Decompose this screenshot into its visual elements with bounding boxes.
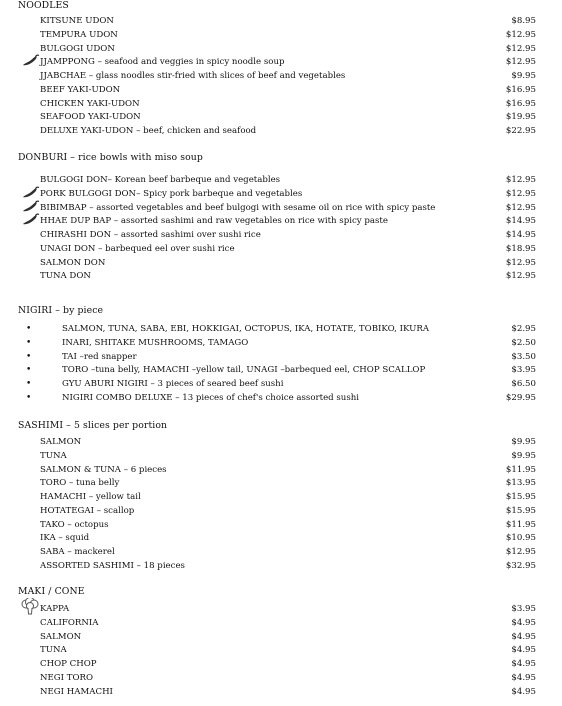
menu-item-row: [0, 532, 562, 545]
item-price: $12.95: [505, 271, 536, 282]
item-price: $19.95: [505, 112, 536, 123]
item-price: $12.95: [505, 547, 536, 557]
item-price: $12.95: [505, 175, 536, 185]
item-price: $11.95: [505, 519, 536, 530]
menu-item-row: [0, 125, 562, 138]
menu-item-row: [0, 617, 562, 630]
bullet-icon: •: [26, 392, 32, 403]
menu-item-row: [0, 270, 562, 283]
item-name: TEMPURA UDON: [40, 29, 118, 40]
item-price: $16.95: [505, 84, 536, 95]
item-name: BEEF YAKI-UDON: [40, 84, 121, 95]
menu-item-row: [0, 202, 562, 215]
section-title: NOODLES: [18, 0, 69, 11]
menu-item-row: [0, 15, 562, 28]
menu-item-row: [0, 491, 562, 504]
section-title: DONBURI – rice bowls with miso soup: [18, 152, 203, 163]
vegetarian-broccoli-icon: [21, 598, 39, 615]
menu-item-row: [0, 378, 562, 391]
item-price: $10.95: [505, 533, 536, 544]
section-title: MAKI / CONE: [18, 586, 85, 597]
chili-pepper-icon: [20, 54, 40, 68]
item-price: $12.95: [505, 257, 536, 268]
item-name: SALMON, TUNA, SABA, EBI, HOKKIGAI, OCTOPUS, IKA, HOTATE, TOBIKO, IKURA: [62, 324, 430, 334]
item-name: CHIRASHI DON – assorted sashimi over sushi rice: [40, 230, 261, 240]
menu-item-row: [0, 229, 562, 242]
menu-item-row: [0, 43, 562, 56]
item-name: HAMACHI – yellow tail: [40, 492, 141, 502]
item-price: $9.95: [511, 437, 536, 447]
menu-item-row: [0, 257, 562, 270]
item-name: INARI, SHITAKE MUSHROOMS, TAMAGO: [62, 337, 249, 348]
menu-item-row: [0, 546, 562, 559]
section-title: NIGIRI – by piece: [18, 305, 104, 316]
item-name: TORO –tuna belly, HAMACHI –yellow tail, UNAGI –barbequed eel, CHOP SCALLOP: [62, 365, 426, 376]
menu-item-row: [0, 560, 562, 573]
item-name: ASSORTED SASHIMI – 18 pieces: [40, 560, 185, 571]
item-name: TUNA DON: [40, 271, 91, 282]
item-name: JJAMPPONG – seafood and veggies in spicy noodle soup: [40, 57, 285, 68]
item-price: $14.95: [505, 230, 536, 240]
item-price: $29.95: [505, 392, 536, 403]
item-name: NIGIRI COMBO DELUXE – 13 pieces of chef's choice assorted sushi: [62, 392, 360, 403]
item-name: SALMON DON: [40, 257, 106, 268]
item-name: CALIFORNIA: [40, 617, 99, 628]
bullet-icon: •: [26, 351, 32, 362]
menu-item-row: [0, 337, 562, 350]
item-name: SEAFOOD YAKI-UDON: [40, 112, 141, 123]
item-price: $32.95: [505, 560, 536, 571]
item-price: $8.95: [511, 16, 536, 26]
item-price: $3.95: [511, 365, 536, 376]
item-name: BULGOGI UDON: [40, 43, 115, 54]
item-name: KITSUNE UDON: [40, 16, 114, 26]
menu-item-row: [0, 29, 562, 42]
item-price: $12.95: [505, 29, 536, 40]
bullet-icon: •: [26, 379, 32, 389]
item-price: $4.95: [511, 617, 536, 628]
item-price: $14.95: [505, 216, 536, 227]
menu-item-row: [0, 603, 562, 616]
item-name: TAI –red snapper: [62, 351, 137, 362]
bullet-icon: •: [26, 324, 32, 334]
item-price: $16.95: [505, 98, 536, 109]
menu-item-row: [0, 174, 562, 187]
menu-item-row: [0, 364, 562, 377]
item-price: $3.95: [511, 604, 536, 614]
item-name: HOTATEGAI – scallop: [40, 505, 135, 516]
item-price: $12.95: [505, 57, 536, 68]
menu-item-row: [0, 84, 562, 97]
item-name: BIBIMBAP – assorted vegetables and beef bulgogi with sesame oil on rice with spicy paste: [40, 202, 436, 213]
item-price: $12.95: [505, 43, 536, 54]
menu-item-row: [0, 450, 562, 463]
item-price: $22.95: [505, 126, 536, 136]
item-price: $9.95: [511, 71, 536, 81]
menu-item-row: [0, 98, 562, 111]
menu-item-row: [0, 658, 562, 671]
menu-item-row: [0, 631, 562, 644]
item-name: BULGOGI DON– Korean beef barbeque and vegetables: [40, 175, 281, 185]
bullet-icon: •: [26, 337, 32, 348]
item-name: IKA – squid: [40, 533, 90, 544]
item-name: SALMON & TUNA – 6 pieces: [40, 464, 167, 475]
item-price: $9.95: [511, 450, 536, 461]
chili-pepper-icon: [20, 213, 40, 227]
item-name: PORK BULGOGI DON– Spicy pork barbeque and vegetables: [40, 188, 303, 199]
item-price: $15.95: [505, 492, 536, 502]
item-price: $6.50: [511, 379, 536, 389]
item-name: SABA – mackerel: [40, 547, 115, 557]
item-name: TAKO – octopus: [40, 519, 109, 530]
item-price: $4.95: [511, 686, 536, 697]
item-name: NEGI HAMACHI: [40, 686, 113, 697]
menu-item-row: [0, 215, 562, 228]
menu-item-row: [0, 464, 562, 477]
item-name: JJABCHAE – glass noodles stir-fried with slices of beef and vegetables: [40, 71, 346, 81]
item-price: $4.95: [511, 645, 536, 656]
menu-item-row: [0, 392, 562, 405]
menu-item-row: [0, 111, 562, 124]
item-name: SALMON: [40, 437, 82, 447]
item-name: CHOP CHOP: [40, 659, 97, 669]
menu-item-row: [0, 323, 562, 336]
menu-item-row: [0, 188, 562, 201]
chili-pepper-icon: [20, 200, 40, 214]
item-name: TORO – tuna belly: [40, 478, 120, 489]
item-price: $3.50: [511, 351, 536, 362]
menu-item-row: [0, 243, 562, 256]
bullet-icon: •: [26, 365, 32, 376]
item-name: SALMON: [40, 631, 82, 642]
item-name: GYU ABURI NIGIRI – 3 pieces of seared beef sushi: [62, 379, 284, 389]
item-price: $4.95: [511, 672, 536, 683]
menu-item-row: [0, 644, 562, 657]
item-name: TUNA: [40, 450, 67, 461]
menu-item-row: [0, 70, 562, 83]
item-name: KAPPA: [40, 604, 70, 614]
item-price: $2.95: [511, 324, 536, 334]
menu-item-row: [0, 351, 562, 364]
item-name: CHICKEN YAKI-UDON: [40, 98, 140, 109]
item-price: $12.95: [505, 188, 536, 199]
chili-pepper-icon: [20, 186, 40, 200]
item-name: UNAGI DON – barbequed eel over sushi rice: [40, 243, 235, 254]
menu-item-row: [0, 505, 562, 518]
item-price: $12.95: [505, 202, 536, 213]
menu-item-row: [0, 519, 562, 532]
menu-item-row: [0, 436, 562, 449]
item-price: $15.95: [505, 505, 536, 516]
menu-item-row: [0, 686, 562, 699]
section-title: SASHIMI – 5 slices per portion: [18, 420, 168, 431]
item-price: $13.95: [505, 478, 536, 489]
menu-item-row: [0, 672, 562, 685]
item-price: $4.95: [511, 659, 536, 669]
item-name: HHAE DUP BAP – assorted sashimi and raw vegetables on rice with spicy paste: [40, 216, 388, 227]
item-name: DELUXE YAKI-UDON – beef, chicken and seafood: [40, 126, 257, 136]
item-price: $11.95: [505, 464, 536, 475]
item-name: NEGI TORO: [40, 672, 94, 683]
item-price: $18.95: [505, 243, 536, 254]
item-price: $2.50: [511, 337, 536, 348]
menu-item-row: [0, 477, 562, 490]
item-price: $4.95: [511, 631, 536, 642]
item-name: TUNA: [40, 645, 67, 656]
menu-item-row: [0, 56, 562, 69]
